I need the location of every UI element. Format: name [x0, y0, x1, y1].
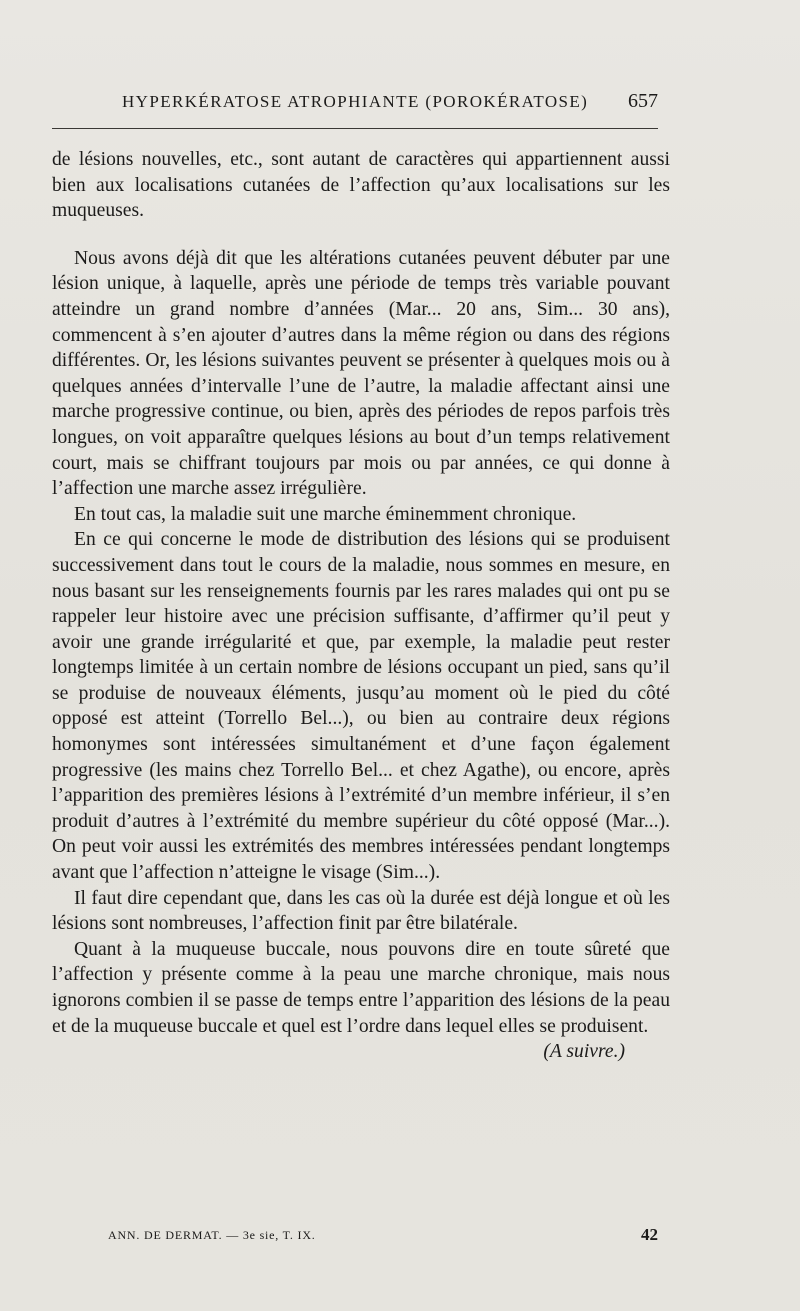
body-text: [52, 147, 670, 1065]
page-footer: [52, 1225, 658, 1248]
paragraph-last: [52, 937, 670, 1063]
paragraph: En tout cas, la maladie suit une marche éminemment chronique.: [74, 503, 577, 525]
signature-number: 42: [641, 1225, 658, 1244]
paragraph-last-text: Quant à la muqueuse buccale, nous pouvons dire en toute sûreté que l’affection y présente comme à la peau une marche chronique, mais nous ignorons combien il se passe de temps entre l’apparition des lésions de la peau et de la muqueuse buccale et quel est l’ordre dans lequel elles se produisent.: [52, 938, 670, 1037]
page-number: 657: [628, 90, 658, 112]
header-rule: [52, 128, 658, 129]
paragraph-continued: de lésions nouvelles, etc., sont autant de caractères qui appartiennent aussi bien aux localisations cutanées de l’affection qu’aux localisations sur les muqueuses.: [52, 149, 670, 222]
page-header: [52, 92, 658, 116]
paragraph: En ce qui concerne le mode de distribution des lésions qui se produisent successivement dans tout le cours de la maladie, nous sommes en mesure, en nous basant sur les renseignements fournis par les rares malades qui ont pu se rappeler leur histoire avec une précision suffisante, d’affirmer qu’il peut y avoir une grande irrégularité et que, par exemple, la maladie peut rester longtemps limitée à un certain nombre de lésions occupant un pied, sans qu’il se produise de nouveaux éléments, jusqu’au moment où le pied du côté opposé est atteint (Torrello Bel...), ou bien au contraire deux régions homonymes sont intéressées simultanément et d’une façon également progressive (les mains chez Torrello Bel... et chez Agathe), ou encore, après l’apparition des premières lésions à l’extrémité d’un membre inférieur, il s’en produit d’autres à l’extrémité du membre supérieur du côté opposé (Mar...). On peut voir aussi les extrémités des membres intéressées pendant longtemps avant que l’affection n’atteigne le visage (Sim...).: [52, 529, 670, 884]
paragraph: Il faut dire cependant que, dans les cas où la durée est déjà longue et où les lésions sont nombreuses, l’affection finit par être bilatérale.: [52, 887, 670, 935]
to-be-continued-note: (A suivre.): [543, 1041, 625, 1063]
running-head: HYPERKÉRATOSE ATROPHIANTE (POROKÉRATOSE): [122, 92, 589, 111]
paragraph: Nous avons déjà dit que les altérations cutanées peuvent débuter par une lésion unique, à laquelle, après une période de temps très variable pouvant atteindre un grand nombre d’années (Mar... 20 ans, Sim... 30 ans), commencent à s’en ajouter d’autres dans la même région ou dans des régions différentes. Or, les lésions suivantes peuvent se présenter à quelques mois ou à quelques années d’intervalle l’une de l’autre, la maladie affectant ainsi une marche progressive continue, ou bien, après des périodes de repos parfois très longues, on voit apparaître quelques lésions au bout d’un temps relativement court, mais se chiffrant toujours par mois ou par années, ce qui donne à l’affection une marche assez irrégulière.: [52, 247, 670, 500]
journal-citation: ANN. DE DERMAT. — 3e sie, T. IX.: [108, 1228, 316, 1242]
